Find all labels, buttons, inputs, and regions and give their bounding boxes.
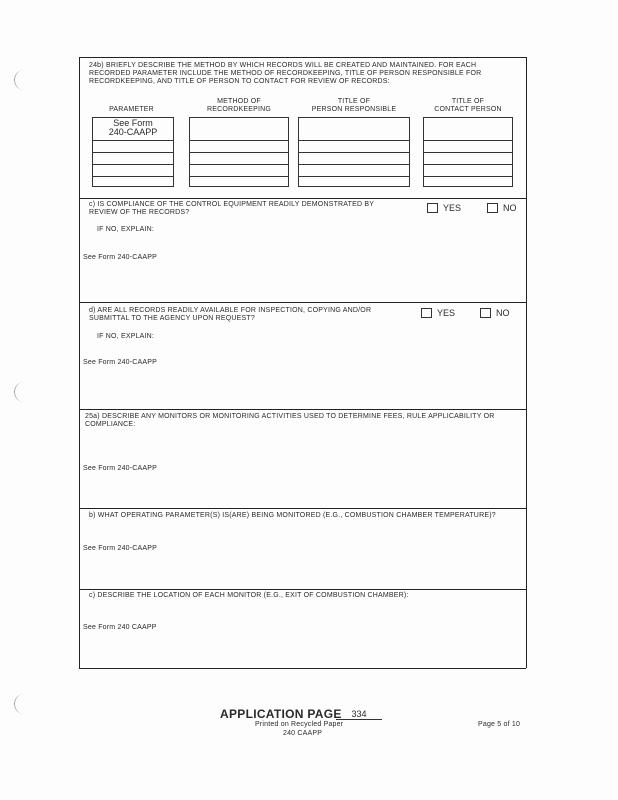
- col-header-responsible-line1: TITLE OF: [337, 98, 371, 105]
- parameter-cell-line1: See Form: [113, 118, 153, 128]
- parameter-cell-line2: 240-CAAPP: [108, 127, 158, 137]
- section-24b: [79, 60, 526, 198]
- table-row-line: [93, 164, 173, 165]
- yes-label: YES: [437, 308, 456, 318]
- question-24c: c) IS COMPLIANCE OF THE CONTROL EQUIPMENT READILY DEMONSTRATED BY REVIEW OF THE RECORDS?: [89, 201, 375, 216]
- explain-label: IF NO, EXPLAIN:: [97, 226, 155, 233]
- parameter-column[interactable]: [92, 117, 174, 187]
- binder-hole-mark: [14, 382, 25, 402]
- yes-label: YES: [443, 203, 462, 213]
- col-header-contact-line1: TITLE OF: [451, 98, 485, 105]
- table-row-line: [424, 152, 512, 153]
- table-row-line: [424, 140, 512, 141]
- contact-column[interactable]: [423, 117, 513, 187]
- section-25a: [79, 410, 526, 508]
- section-24c: [79, 199, 526, 302]
- form-top-border: [79, 57, 526, 58]
- no-checkbox[interactable]: [480, 308, 491, 318]
- method-column[interactable]: [189, 117, 289, 187]
- col-header-responsible-line2: PERSON RESPONSIBLE: [311, 106, 397, 113]
- recycled-paper-note: Printed on Recycled Paper: [255, 721, 344, 728]
- answer-text[interactable]: See Form 240-CAAPP: [83, 359, 158, 366]
- yes-checkbox[interactable]: [421, 308, 432, 318]
- question-25a: 25a) DESCRIBE ANY MONITORS OR MONITORING ACTIVITIES USED TO DETERMINE FEES, RULE APPLICABILITY OR COMPLIANCE:: [85, 413, 495, 428]
- no-checkbox[interactable]: [487, 203, 498, 213]
- table-row-line: [93, 176, 173, 177]
- col-header-method-line2: RECORDKEEPING: [206, 106, 272, 113]
- yes-checkbox[interactable]: [427, 203, 438, 213]
- form-bottom-border: [79, 668, 526, 669]
- answer-text[interactable]: See Form 240 CAAPP: [83, 624, 157, 631]
- section-24d: [79, 303, 526, 409]
- table-row-line: [299, 176, 409, 177]
- table-row-line: [190, 176, 288, 177]
- page-of-total: Page 5 of 10: [478, 721, 521, 728]
- table-row-line: [190, 152, 288, 153]
- question-24b: 24b) BRIEFLY DESCRIBE THE METHOD BY WHICH RECORDS WILL BE CREATED AND MAINTAINED. FOR EACH RECORDED PARAMETER INCLUDE THE METHOD OF RECORDKEEPING, TITLE OF PERSON RESPONSIBLE FOR RECORDKEEPING, AND TITLE OF PERSON TO CONTACT FOR REVIEW OF RECORDS:: [89, 62, 482, 85]
- answer-text[interactable]: See Form 240-CAAPP: [83, 465, 158, 472]
- table-row-line: [424, 164, 512, 165]
- table-row-line: [93, 140, 173, 141]
- question-25c: c) DESCRIBE THE LOCATION OF EACH MONITOR (E.G., EXIT OF COMBUSTION CHAMBER):: [89, 592, 409, 599]
- answer-text[interactable]: See Form 240-CAAPP: [83, 545, 158, 552]
- section-25c: [79, 590, 526, 668]
- col-header-contact-line2: CONTACT PERSON: [434, 106, 502, 113]
- form-number: 240 CAAPP: [283, 730, 323, 737]
- col-header-parameter: PARAMETER: [109, 106, 154, 113]
- table-row-line: [190, 140, 288, 141]
- table-row-line: [299, 140, 409, 141]
- no-label: NO: [496, 308, 510, 318]
- table-row-line: [93, 152, 173, 153]
- application-page-label: APPLICATION PAGE: [220, 707, 342, 721]
- question-24d: d) ARE ALL RECORDS READILY AVAILABLE FOR INSPECTION, COPYING AND/OR SUBMITTAL TO THE AGENCY UPON REQUEST?: [89, 307, 372, 322]
- responsible-column[interactable]: [298, 117, 410, 187]
- table-row-line: [299, 164, 409, 165]
- question-25b: b) WHAT OPERATING PARAMETER(S) IS(ARE) BEING MONITORED (E.G., COMBUSTION CHAMBER TEMPERATURE)?: [89, 512, 496, 519]
- table-row-line: [424, 176, 512, 177]
- no-label: NO: [503, 203, 517, 213]
- form-right-border: [526, 57, 527, 668]
- table-row-line: [299, 152, 409, 153]
- binder-hole-mark: [14, 70, 25, 90]
- answer-text[interactable]: See Form 240-CAAPP: [83, 254, 158, 261]
- col-header-method-line1: METHOD OF: [217, 98, 261, 105]
- binder-hole-mark: [14, 694, 25, 714]
- application-page-number: 334: [336, 709, 382, 720]
- table-row-line: [190, 164, 288, 165]
- explain-label: IF NO, EXPLAIN:: [97, 333, 155, 340]
- section-25b: [79, 509, 526, 589]
